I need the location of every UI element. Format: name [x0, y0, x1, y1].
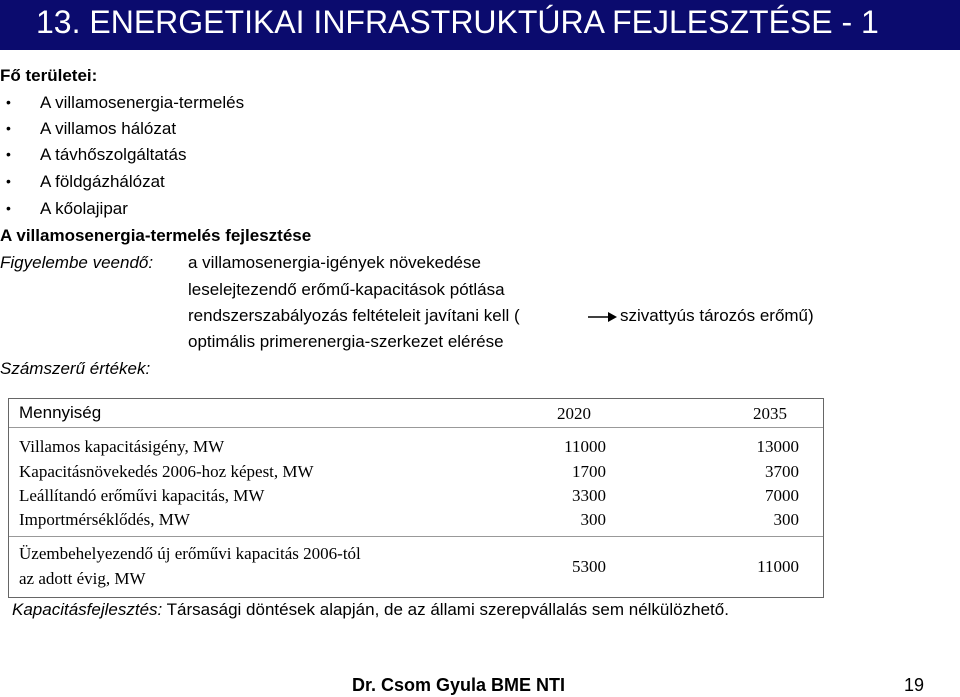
table-row-label: Importmérséklődés, MW: [19, 510, 190, 529]
arrow-target-text: szivattyús tározós erőmű): [620, 306, 814, 325]
footer-author: Dr. Csom Gyula BME NTI: [352, 675, 566, 695]
table-footer-cell-2020: 5300: [572, 557, 606, 576]
consider-label: Figyelembe veendő:: [0, 253, 154, 272]
table-row-label: Leállítandó erőművi kapacitás, MW: [19, 486, 265, 505]
main-area-item: A távhőszolgáltatás: [40, 145, 187, 164]
numeric-values-label: Számszerű értékek:: [0, 359, 151, 378]
section-heading: A villamosenergia-termelés fejlesztése: [0, 226, 312, 245]
page-number: 19: [904, 675, 925, 695]
bullet-icon: •: [6, 120, 11, 136]
table-cell-2035: 300: [773, 510, 799, 529]
table-cell-2020: 11000: [564, 437, 606, 456]
table-cell-2035: 13000: [756, 437, 799, 456]
table-cell-2035: 7000: [765, 486, 799, 505]
page-title: 13. ENERGETIKAI INFRASTRUKTÚRA FEJLESZTÉSE - 1: [36, 4, 879, 40]
table-header-label: Mennyiség: [19, 403, 102, 422]
bullet-icon: •: [6, 94, 11, 110]
right-arrow-icon: [588, 311, 618, 323]
conclusion-text: Társasági döntések alapján, de az állami szerepvállalás sem nélkülözhető.: [162, 600, 729, 619]
values-table: [8, 398, 824, 598]
table-header-2035: 2035: [753, 404, 787, 423]
consider-item: leselejtezendő erőmű-kapacitások pótlása: [188, 280, 505, 299]
table-footer-cell-2035: 11000: [757, 557, 799, 576]
main-areas-label: Fő területei:: [0, 66, 98, 85]
table-header-2020: 2020: [557, 404, 591, 423]
main-area-item: A földgázhálózat: [40, 172, 165, 191]
table-cell-2020: 300: [580, 510, 606, 529]
table-row-label: Kapacitásnövekedés 2006-hoz képest, MW: [19, 462, 314, 481]
conclusion: [12, 600, 729, 620]
table-header-divider: [9, 427, 823, 428]
table-row-label: Villamos kapacitásigény, MW: [19, 437, 225, 456]
main-area-item: A kőolajipar: [40, 199, 128, 218]
bullet-icon: •: [6, 200, 11, 216]
bullet-icon: •: [6, 146, 11, 162]
table-cell-2035: 3700: [765, 462, 799, 481]
main-area-item: A villamos hálózat: [40, 119, 177, 138]
conclusion-label: Kapacitásfejlesztés:: [12, 600, 163, 619]
consider-item: optimális primerenergia-szerkezet elérése: [188, 332, 504, 351]
main-area-item: A villamosenergia-termelés: [40, 93, 245, 112]
table-footer-label-line2: az adott évig, MW: [19, 569, 146, 588]
table-footer-label-line1: Üzembehelyezendő új erőművi kapacitás 2006-tól: [19, 544, 361, 563]
consider-item: a villamosenergia-igények növekedése: [188, 253, 481, 272]
table-cell-2020: 1700: [572, 462, 606, 481]
bullet-icon: •: [6, 173, 11, 189]
table-cell-2020: 3300: [572, 486, 606, 505]
consider-item: rendszerszabályozás feltételeit javítani kell (: [188, 306, 520, 325]
title-bar: [0, 0, 960, 50]
table-footer-divider: [9, 536, 823, 537]
